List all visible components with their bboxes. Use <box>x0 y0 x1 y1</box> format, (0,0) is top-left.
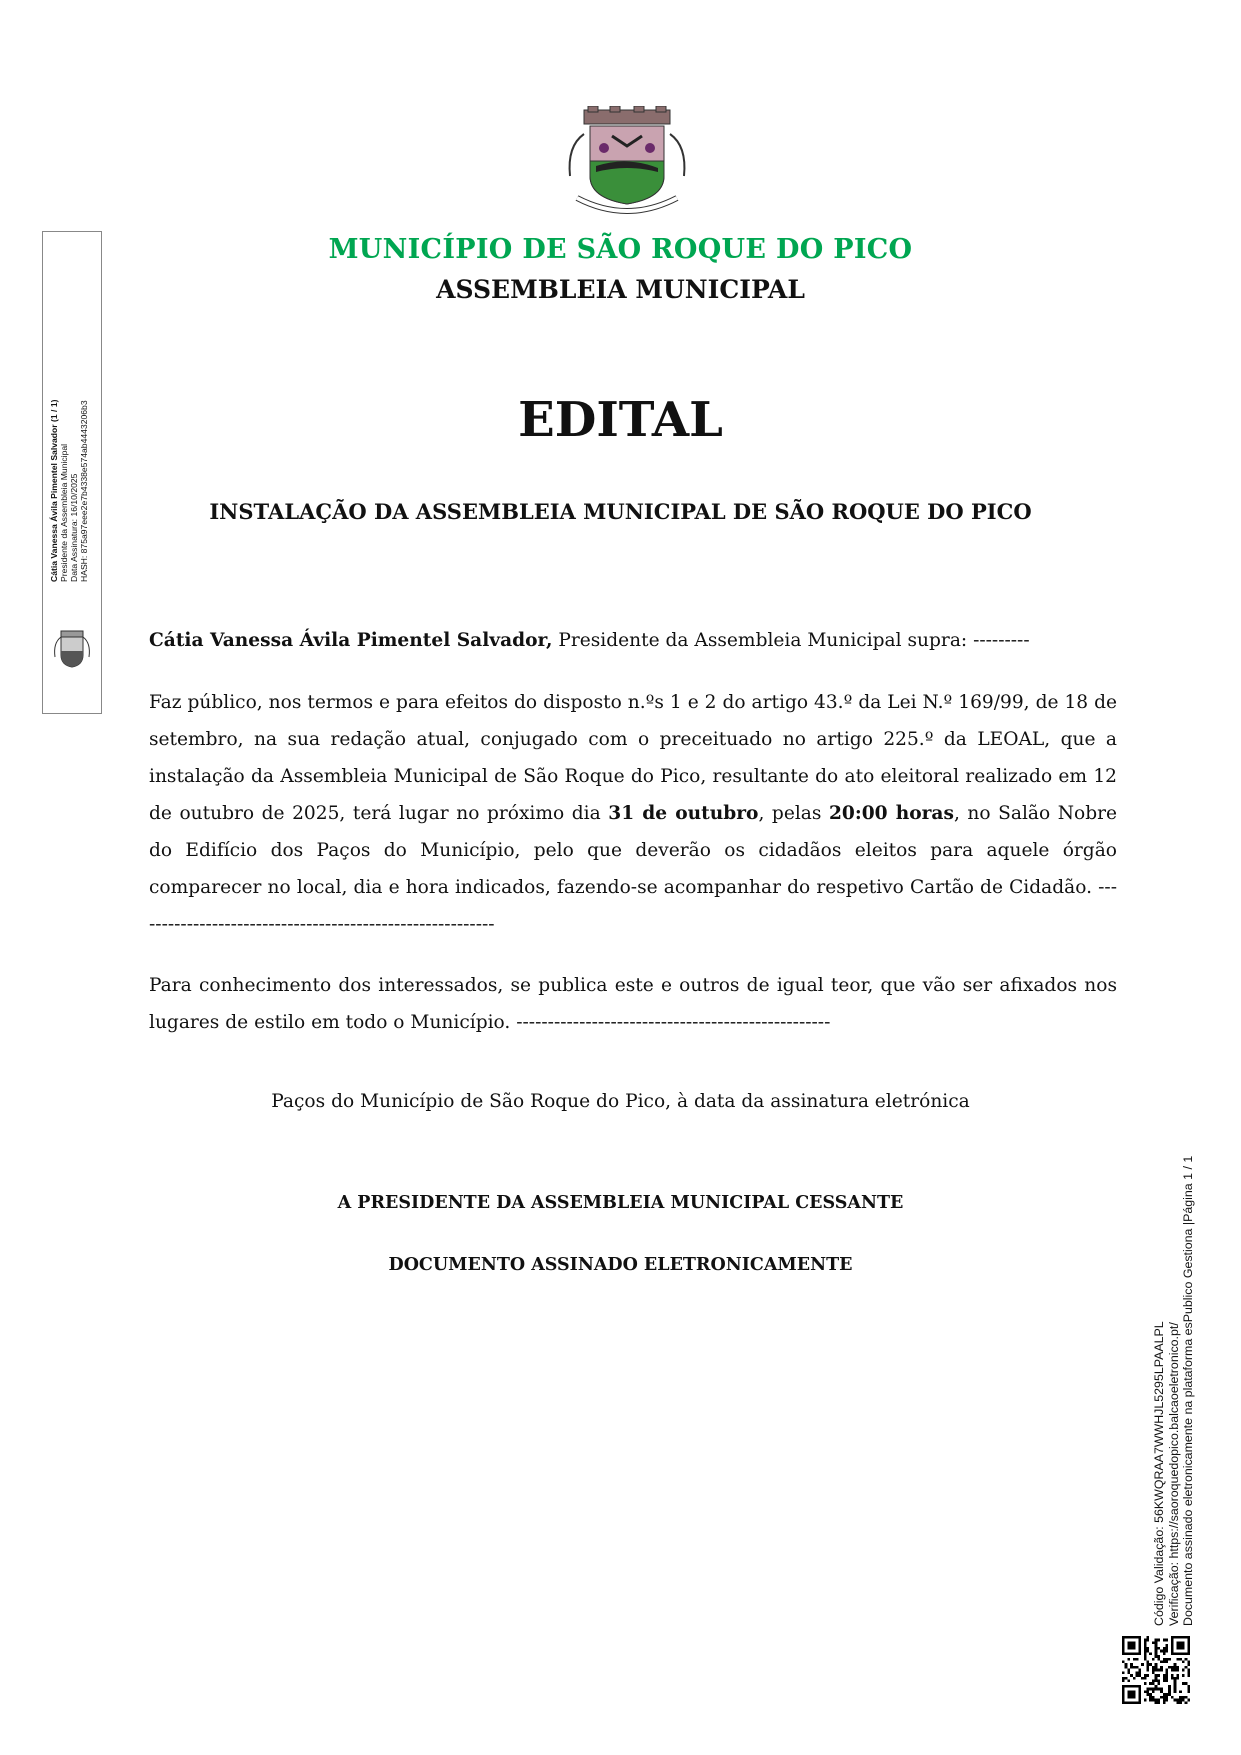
publication-paragraph: Para conhecimento dos interessados, se publica este e outros de igual teor, que vão ser afixados nos lugares de estilo em todo o Município. -------------------------------------------------- <box>149 975 1117 1033</box>
stamp-date: Data Assinatura: 16/10/2025 <box>69 473 79 582</box>
verification-url[interactable]: Verificação: https://saoroquedopico.balcaoeletronico.pt/ <box>1166 1322 1181 1626</box>
municipality-title: MUNICÍPIO DE SÃO ROQUE DO PICO <box>328 234 913 265</box>
intro-text: Presidente da Assembleia Municipal supra: --------- <box>552 630 1030 651</box>
validation-code: Código Validação: 56KWQRAA7WWHJL5295LPAALPL <box>1152 1321 1166 1626</box>
place-date-line: Paços do Município de São Roque do Pico, à data da assinatura eletrónica <box>271 1091 970 1112</box>
stamp-role: Presidente da Assembleia Municipal <box>59 443 69 582</box>
president-name: Cátia Vanessa Ávila Pimentel Salvador, <box>149 630 553 651</box>
validation-info <box>1152 1140 1197 1626</box>
main-text-b: , pelas <box>758 803 829 824</box>
platform-note: Documento assinado eletronicamente na plataforma esPublico Gestiona |Página 1 / 1 <box>1181 1155 1195 1626</box>
stamp-signer: Cátia Vanessa Ávila Pimentel Salvador (1 / 1) <box>49 399 59 582</box>
main-text-a: Faz público, nos termos e para efeitos do disposto n.ºs 1 e 2 do artigo 43.º da Lei N.º 169/99, de 18 de setembro, na sua redação atual, conjugado com o preceituado no artigo 225.º da LEOAL, que a instalação da Assembleia Municipal de São Roque do Pico, resultante do ato eleitoral realizado em 12 de outubro de 2025, terá lugar no próximo dia <box>149 692 1117 824</box>
signature-note: DOCUMENTO ASSINADO ELETRONICAMENTE <box>388 1255 853 1275</box>
session-date: 31 de outubro <box>608 803 759 824</box>
stamp-hash: HASH: 875a97eee2e7b4338e574ab4443206b3 <box>79 400 89 582</box>
qr-code <box>1120 1636 1192 1704</box>
stamp-coat-of-arms-icon <box>49 627 95 673</box>
signature-role: A PRESIDENTE DA ASSEMBLEIA MUNICIPAL CESSANTE <box>337 1193 904 1213</box>
assembly-title: ASSEMBLEIA MUNICIPAL <box>436 275 805 304</box>
main-paragraph <box>149 684 1117 943</box>
municipal-coat-of-arms-logo <box>562 106 692 220</box>
document-title: EDITAL <box>518 392 723 448</box>
main-text-c: , no Salão Nobre do Edifício dos Paços do Município, pelo que deverão os cidadãos eleitos para aquele órgão comparecer no local, dia e hora indicados, fazendo-se acompanhar do respetivo Cartão de Cidadão. ---------------------------------------------------------- <box>149 803 1117 935</box>
document-subtitle: INSTALAÇÃO DA ASSEMBLEIA MUNICIPAL DE SÃO ROQUE DO PICO <box>209 499 1032 524</box>
intro-paragraph <box>149 622 1117 659</box>
session-time: 20:00 horas <box>828 803 954 824</box>
